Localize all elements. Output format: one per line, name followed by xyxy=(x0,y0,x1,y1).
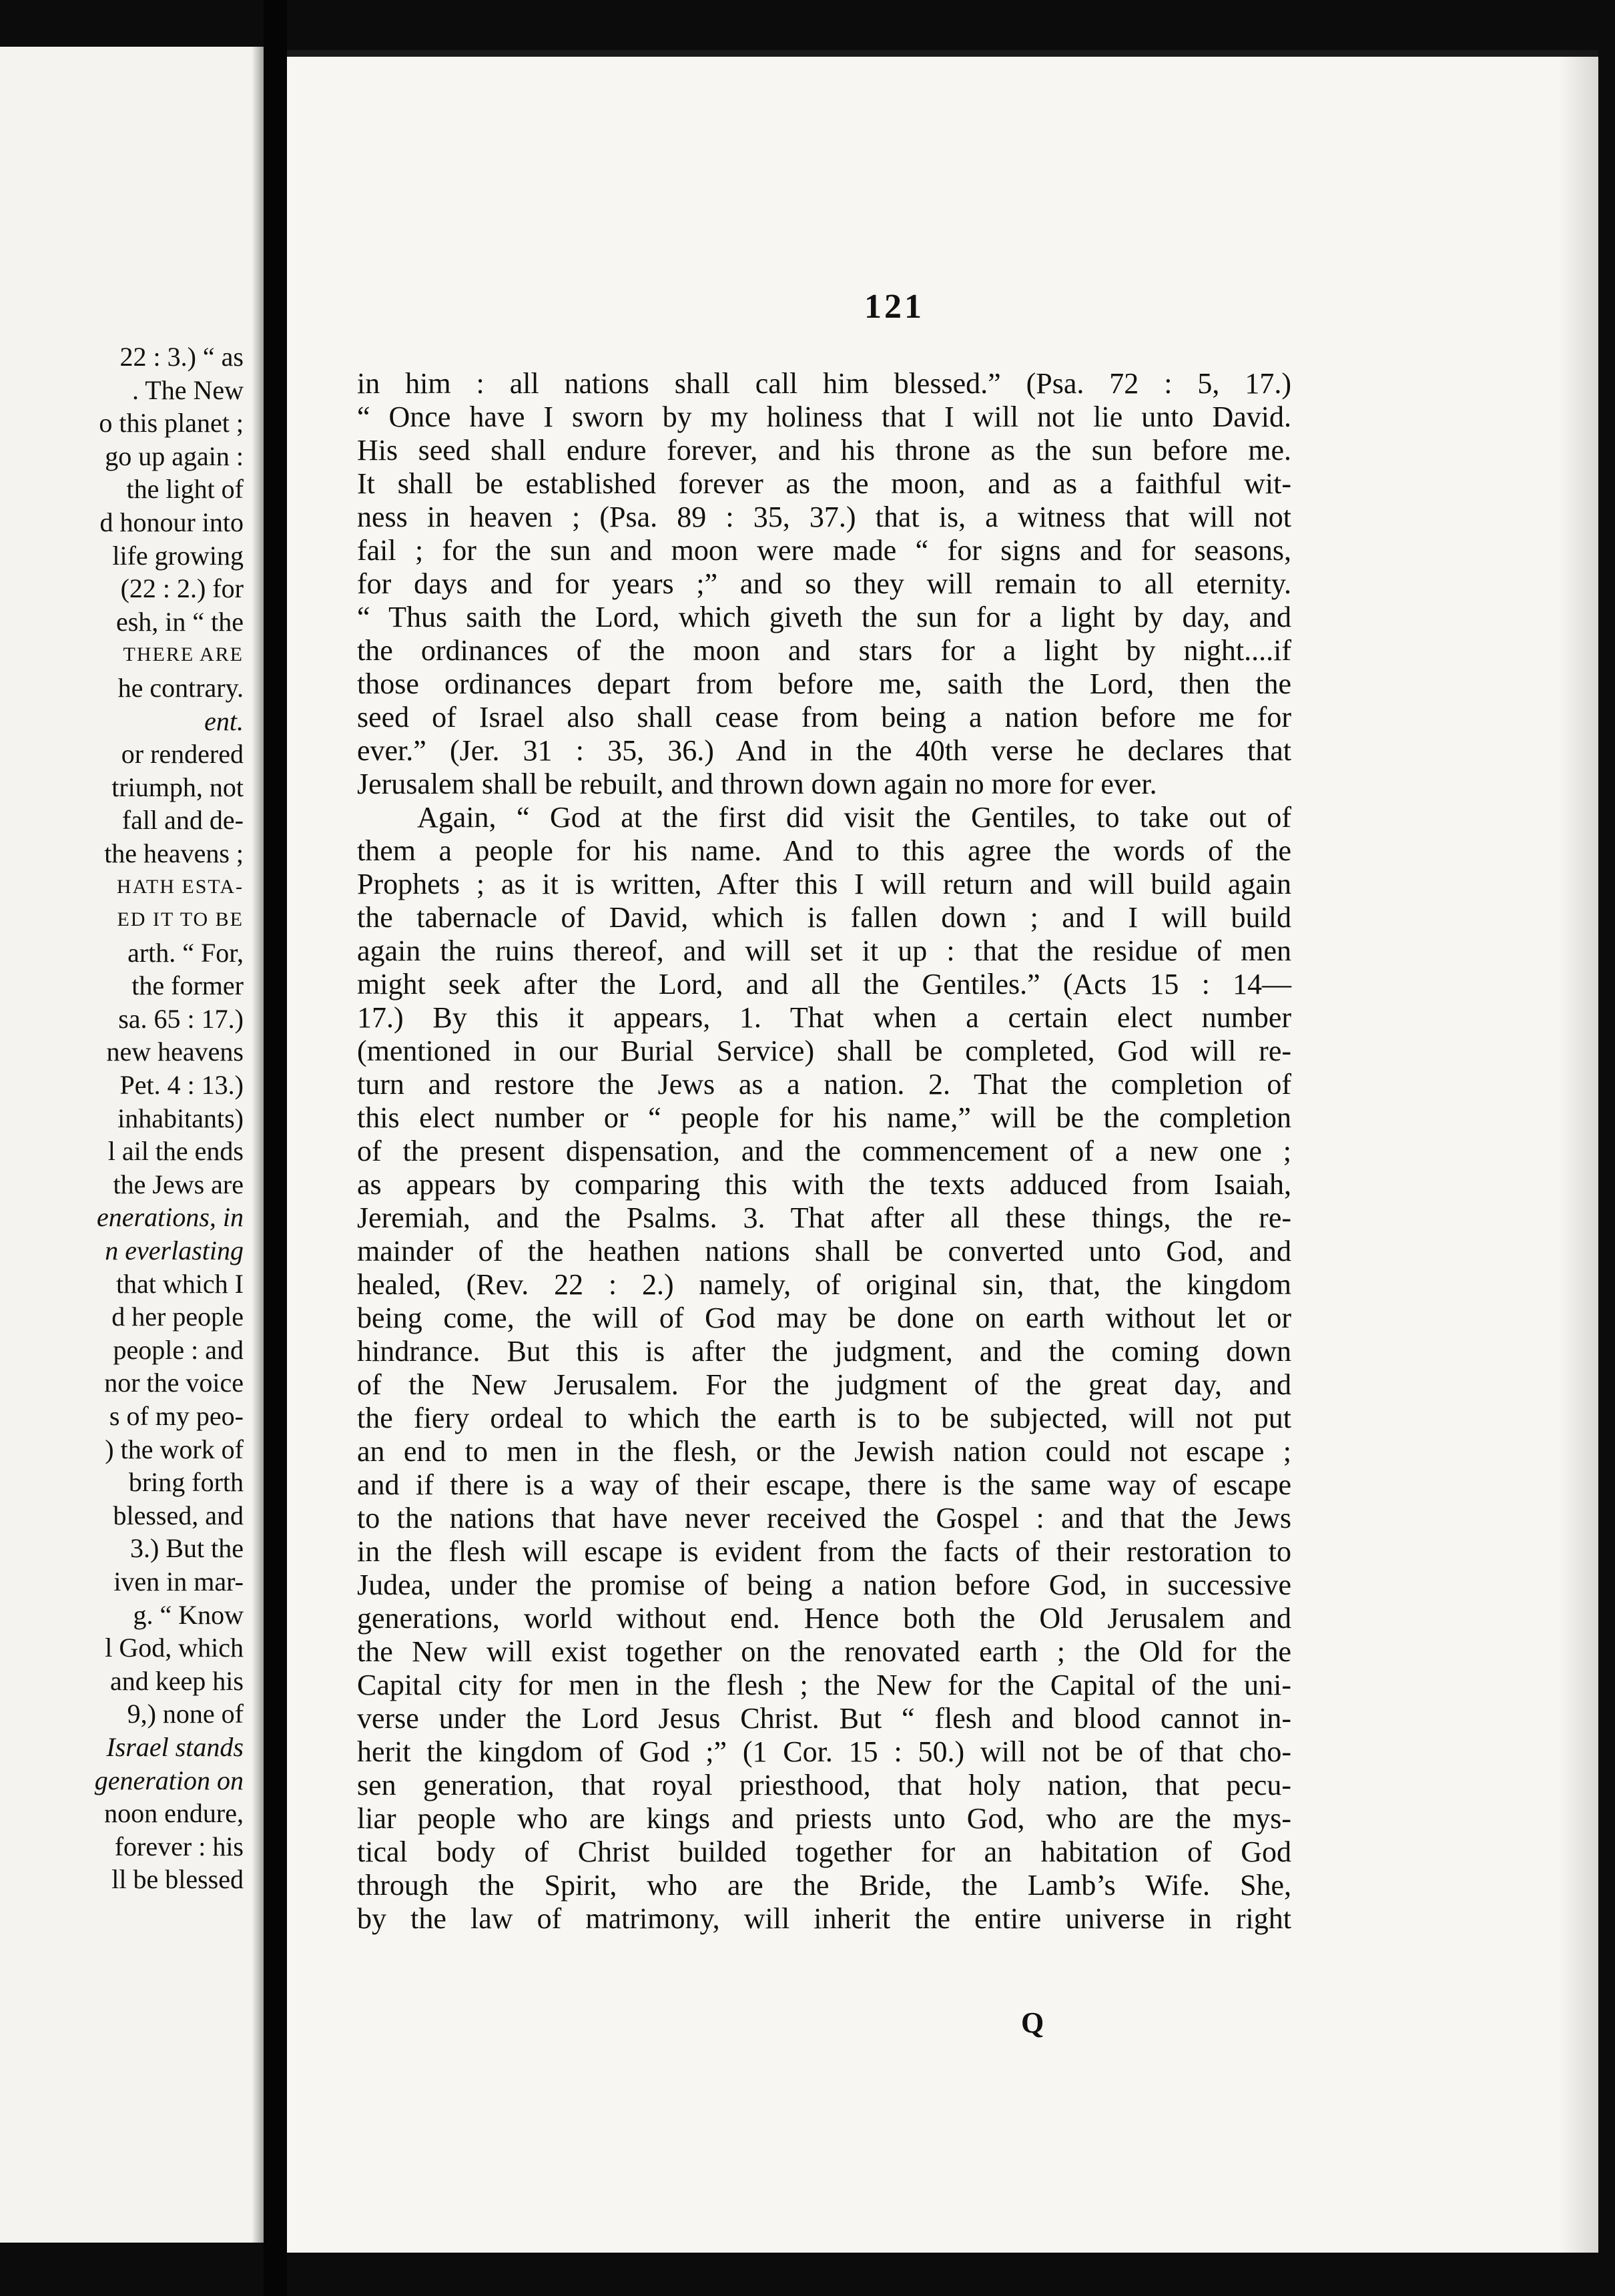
text-line: generations, world without end. Hence both the Old Jerusalem and xyxy=(357,1602,1291,1635)
text-line: through the Spirit, who are the Bride, the Lamb’s Wife. She, xyxy=(357,1869,1291,1902)
text-line: to the nations that have never received the Gospel : and that the Jews xyxy=(357,1502,1291,1534)
left-text-line: fall and de- xyxy=(121,805,244,836)
text-line: ness in heaven ; (Psa. 89 : 35, 37.) that is, a witness that will not xyxy=(357,501,1291,533)
left-text-line: the heavens ; xyxy=(104,838,244,868)
left-text-line: inhabitants) xyxy=(117,1103,244,1133)
text-line: Again, “ God at the first did visit the Gentiles, to take out of xyxy=(417,801,1291,834)
left-text-line: iven in mar- xyxy=(113,1566,244,1597)
page-edge-shadow xyxy=(1558,50,1598,2253)
text-line: Jeremiah, and the Psalms. 3. That after all these things, the re- xyxy=(357,1201,1291,1234)
left-text-line: go up again : xyxy=(105,441,244,471)
left-text-line: ent. xyxy=(204,705,244,736)
text-line: again the ruins thereof, and will set it up : that the residue of men xyxy=(357,934,1291,967)
text-line: being come, the will of God may be done on earth without let or xyxy=(357,1302,1291,1334)
left-text-line: Israel stands xyxy=(106,1731,244,1762)
left-text-line: bring forth xyxy=(128,1467,244,1498)
left-text-line: enerations, in xyxy=(97,1202,244,1233)
text-line: turn and restore the Jews as a nation. 2. That the completion of xyxy=(357,1068,1291,1101)
text-line: the ordinances of the moon and stars for a light by night....if xyxy=(357,634,1291,667)
text-line: of the present dispensation, and the commencement of a new one ; xyxy=(357,1135,1291,1167)
left-text-line: d her people xyxy=(111,1302,244,1332)
left-text-line: triumph, not xyxy=(111,772,244,802)
body-text xyxy=(357,367,1291,1936)
text-line: this elect number or “ people for his name,” will be the completion xyxy=(357,1101,1291,1134)
left-text-line: sa. 65 : 17.) xyxy=(118,1003,244,1034)
text-line: “ Thus saith the Lord, which giveth the sun for a light by day, and xyxy=(357,601,1291,633)
text-line: them a people for his name. And to this agree the words of the xyxy=(357,834,1291,867)
left-text-line: the Jews are xyxy=(113,1169,244,1199)
left-text-line: forever : his xyxy=(114,1831,244,1861)
left-text-line: the light of xyxy=(126,474,244,505)
text-line: in him : all nations shall call him blessed.” (Psa. 72 : 5, 17.) xyxy=(357,367,1291,400)
left-text-line: ) the work of xyxy=(105,1434,244,1464)
left-text-line: HATH ESTA- xyxy=(116,875,244,898)
left-text-line: esh, in “ the xyxy=(115,606,244,637)
book-gutter xyxy=(264,0,287,2296)
left-text-line: d honour into xyxy=(99,507,244,537)
left-text-line: the former xyxy=(131,970,244,1001)
scan-border xyxy=(1598,0,1615,2296)
right-page xyxy=(287,50,1598,2253)
left-text-line: 3.) But the xyxy=(130,1533,244,1564)
left-text-line: o this planet ; xyxy=(99,408,244,439)
left-text-line: that which I xyxy=(115,1268,244,1299)
page-number: 121 xyxy=(864,288,924,326)
text-line: the tabernacle of David, which is fallen down ; and I will build xyxy=(357,901,1291,934)
left-text-line: blessed, and xyxy=(113,1500,244,1530)
left-page xyxy=(0,47,264,2243)
left-text-line: nor the voice xyxy=(104,1368,244,1398)
text-line: healed, (Rev. 22 : 2.) namely, of original sin, that, the kingdom xyxy=(357,1268,1291,1301)
text-line: by the law of matrimony, will inherit the entire universe in right xyxy=(357,1902,1291,1935)
text-line: It shall be established forever as the moon, and as a faithful wit- xyxy=(357,467,1291,500)
left-text-line: . The New xyxy=(132,374,244,405)
left-text-line: n everlasting xyxy=(105,1235,244,1266)
left-text-line: noon endure, xyxy=(104,1798,244,1829)
text-line: sen generation, that royal priesthood, that holy nation, that pecu- xyxy=(357,1769,1291,1801)
text-line: Capital city for men in the flesh ; the New for the Capital of the uni- xyxy=(357,1669,1291,1701)
left-text-line: ED IT TO BE xyxy=(117,908,244,931)
text-line: herit the kingdom of God ;” (1 Cor. 15 : 50.) will not be of that cho- xyxy=(357,1735,1291,1768)
text-line: hindrance. But this is after the judgment, and the coming down xyxy=(357,1335,1291,1368)
text-line: His seed shall endure forever, and his throne as the sun before me. xyxy=(357,434,1291,467)
left-text-line: and keep his xyxy=(110,1665,244,1696)
text-line: verse under the Lord Jesus Christ. But “ flesh and blood cannot in- xyxy=(357,1702,1291,1735)
left-text-line: people : and xyxy=(113,1334,244,1365)
left-text-line: Pet. 4 : 13.) xyxy=(119,1070,244,1101)
left-text-line: life growing xyxy=(112,540,244,571)
text-line: of the New Jerusalem. For the judgment of the great day, and xyxy=(357,1368,1291,1401)
text-line: 17.) By this it appears, 1. That when a certain elect number xyxy=(357,1001,1291,1034)
text-line: in the flesh will escape is evident from the facts of their restoration to xyxy=(357,1535,1291,1568)
left-text-line: he contrary. xyxy=(117,672,244,703)
text-line: fail ; for the sun and moon were made “ for signs and for seasons, xyxy=(357,534,1291,567)
text-line: “ Once have I sworn by my holiness that I will not lie unto David. xyxy=(357,400,1291,433)
text-line: the fiery ordeal to which the earth is to be subjected, will not put xyxy=(357,1402,1291,1434)
signature-mark: Q xyxy=(1021,2006,1044,2039)
left-text-line: (22 : 2.) for xyxy=(120,573,244,604)
text-line: Prophets ; as it is written, After this I will return and will build again xyxy=(357,868,1291,900)
left-text-line: s of my peo- xyxy=(109,1401,244,1431)
text-line: Judea, under the promise of being a nation before God, in successive xyxy=(357,1568,1291,1601)
text-line: (mentioned in our Burial Service) shall be completed, God will re- xyxy=(357,1035,1291,1067)
text-line: mainder of the heathen nations shall be converted unto God, and xyxy=(357,1235,1291,1267)
left-text-line: or rendered xyxy=(121,739,244,770)
text-line: ever.” (Jer. 31 : 35, 36.) And in the 40th verse he declares that xyxy=(357,734,1291,767)
text-line: tical body of Christ builded together for an habitation of God xyxy=(357,1835,1291,1868)
left-text-line: g. “ Know xyxy=(133,1599,244,1630)
left-text-line: ll be blessed xyxy=(111,1864,244,1895)
text-line: as appears by comparing this with the texts adduced from Isaiah, xyxy=(357,1168,1291,1201)
text-line: Jerusalem shall be rebuilt, and thrown down again no more for ever. xyxy=(357,768,1157,800)
text-line: those ordinances depart from before me, saith the Lord, then the xyxy=(357,667,1291,700)
left-text-line: l ail the ends xyxy=(107,1136,244,1167)
text-line: liar people who are kings and priests unto God, who are the mys- xyxy=(357,1802,1291,1835)
text-line: might seek after the Lord, and all the Gentiles.” (Acts 15 : 14— xyxy=(357,968,1291,1000)
text-line: seed of Israel also shall cease from being a nation before me for xyxy=(357,701,1291,734)
left-text-line: new heavens xyxy=(106,1037,244,1067)
left-page-text xyxy=(17,340,244,1896)
left-text-line: THERE ARE xyxy=(123,643,244,666)
text-line: an end to men in the flesh, or the Jewish nation could not escape ; xyxy=(357,1435,1291,1468)
left-text-line: 9,) none of xyxy=(127,1699,244,1729)
left-text-line: generation on xyxy=(94,1765,244,1795)
text-line: the New will exist together on the renovated earth ; the Old for the xyxy=(357,1635,1291,1668)
left-text-line: l God, which xyxy=(105,1633,244,1663)
left-text-line: arth. “ For, xyxy=(127,937,244,968)
text-line: and if there is a way of their escape, there is the same way of escape xyxy=(357,1468,1291,1501)
left-text-line: 22 : 3.) “ as xyxy=(119,342,244,372)
text-line: for days and for years ;” and so they will remain to all eternity. xyxy=(357,567,1291,600)
